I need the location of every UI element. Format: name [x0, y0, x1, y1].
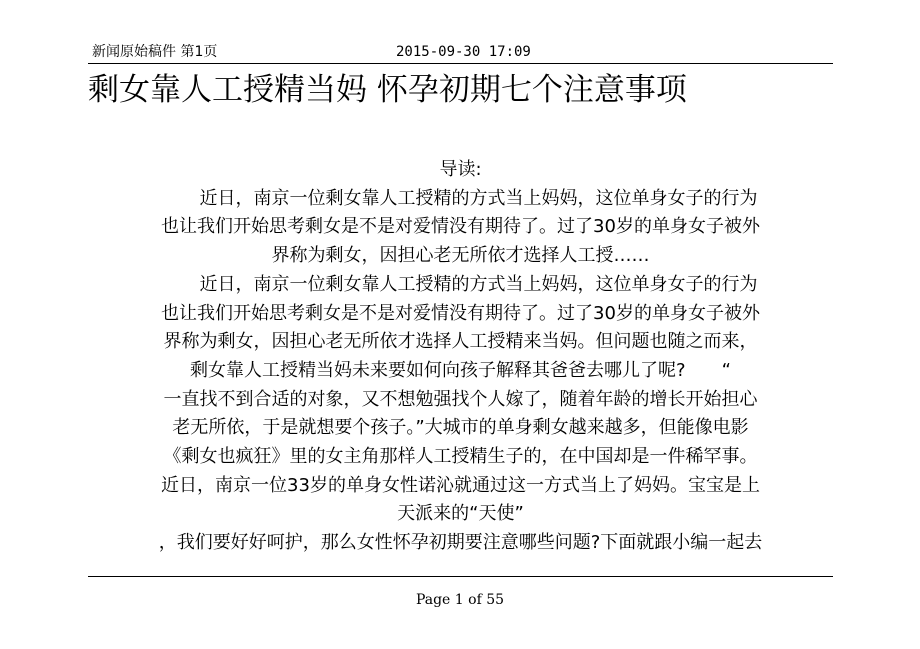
body-line: 也让我们开始思考剩女是不是对爱情没有期待了。过了30岁的单身女子被外: [161, 216, 760, 238]
body-line: 剩女靠人工授精当妈未来要如何向孩子解释其爸爸去哪儿了呢? “: [190, 359, 731, 381]
body-line: 一直找不到合适的对象，又不想勉强找个人嫁了，随着年龄的增长开始担心: [163, 388, 758, 410]
article-title: 剩女靠人工授精当妈 怀孕初期七个注意事项: [88, 72, 687, 108]
body-line: ，我们要好好呵护，那么女性怀孕初期要注意哪些问题?下面就跟小编一起去: [158, 532, 763, 554]
body-line: 老无所依，于是就想要个孩子。”大城市的单身剩女越来越多，但能像电影: [172, 417, 749, 439]
page-number: Page 1 of 55: [415, 592, 505, 608]
body-line: 导读:: [439, 159, 482, 180]
body-line: 近日，南京一位剩女靠人工授精的方式当上妈妈，这位单身女子的行为: [163, 273, 758, 295]
body-line: 界称为剩女，因担心老无所依才选择人工授精来当妈。但问题也随之而来，: [163, 331, 758, 353]
body-line: 近日，南京一位33岁的单身女性诺沁就通过这一方式当上了妈妈。宝宝是上: [161, 474, 760, 496]
body-line: 《剩女也疯狂》里的女主角那样人工授精生子的，在中国却是一件稀罕事。: [163, 446, 758, 468]
footer-divider: [88, 576, 833, 577]
header-datetime: 2015-09-30 17:09: [396, 44, 531, 60]
body-line: 天派来的“天使”: [397, 503, 524, 525]
header-source-label: 新闻原始稿件 第1页: [92, 44, 218, 60]
body-line: 近日，南京一位剩女靠人工授精的方式当上妈妈，这位单身女子的行为: [163, 187, 758, 209]
article-body: [88, 156, 833, 558]
body-line: 也让我们开始思考剩女是不是对爱情没有期待了。过了30岁的单身女子被外: [161, 302, 760, 324]
body-line: 界称为剩女，因担心老无所依才选择人工授……: [271, 245, 650, 267]
header-divider: [88, 63, 833, 64]
